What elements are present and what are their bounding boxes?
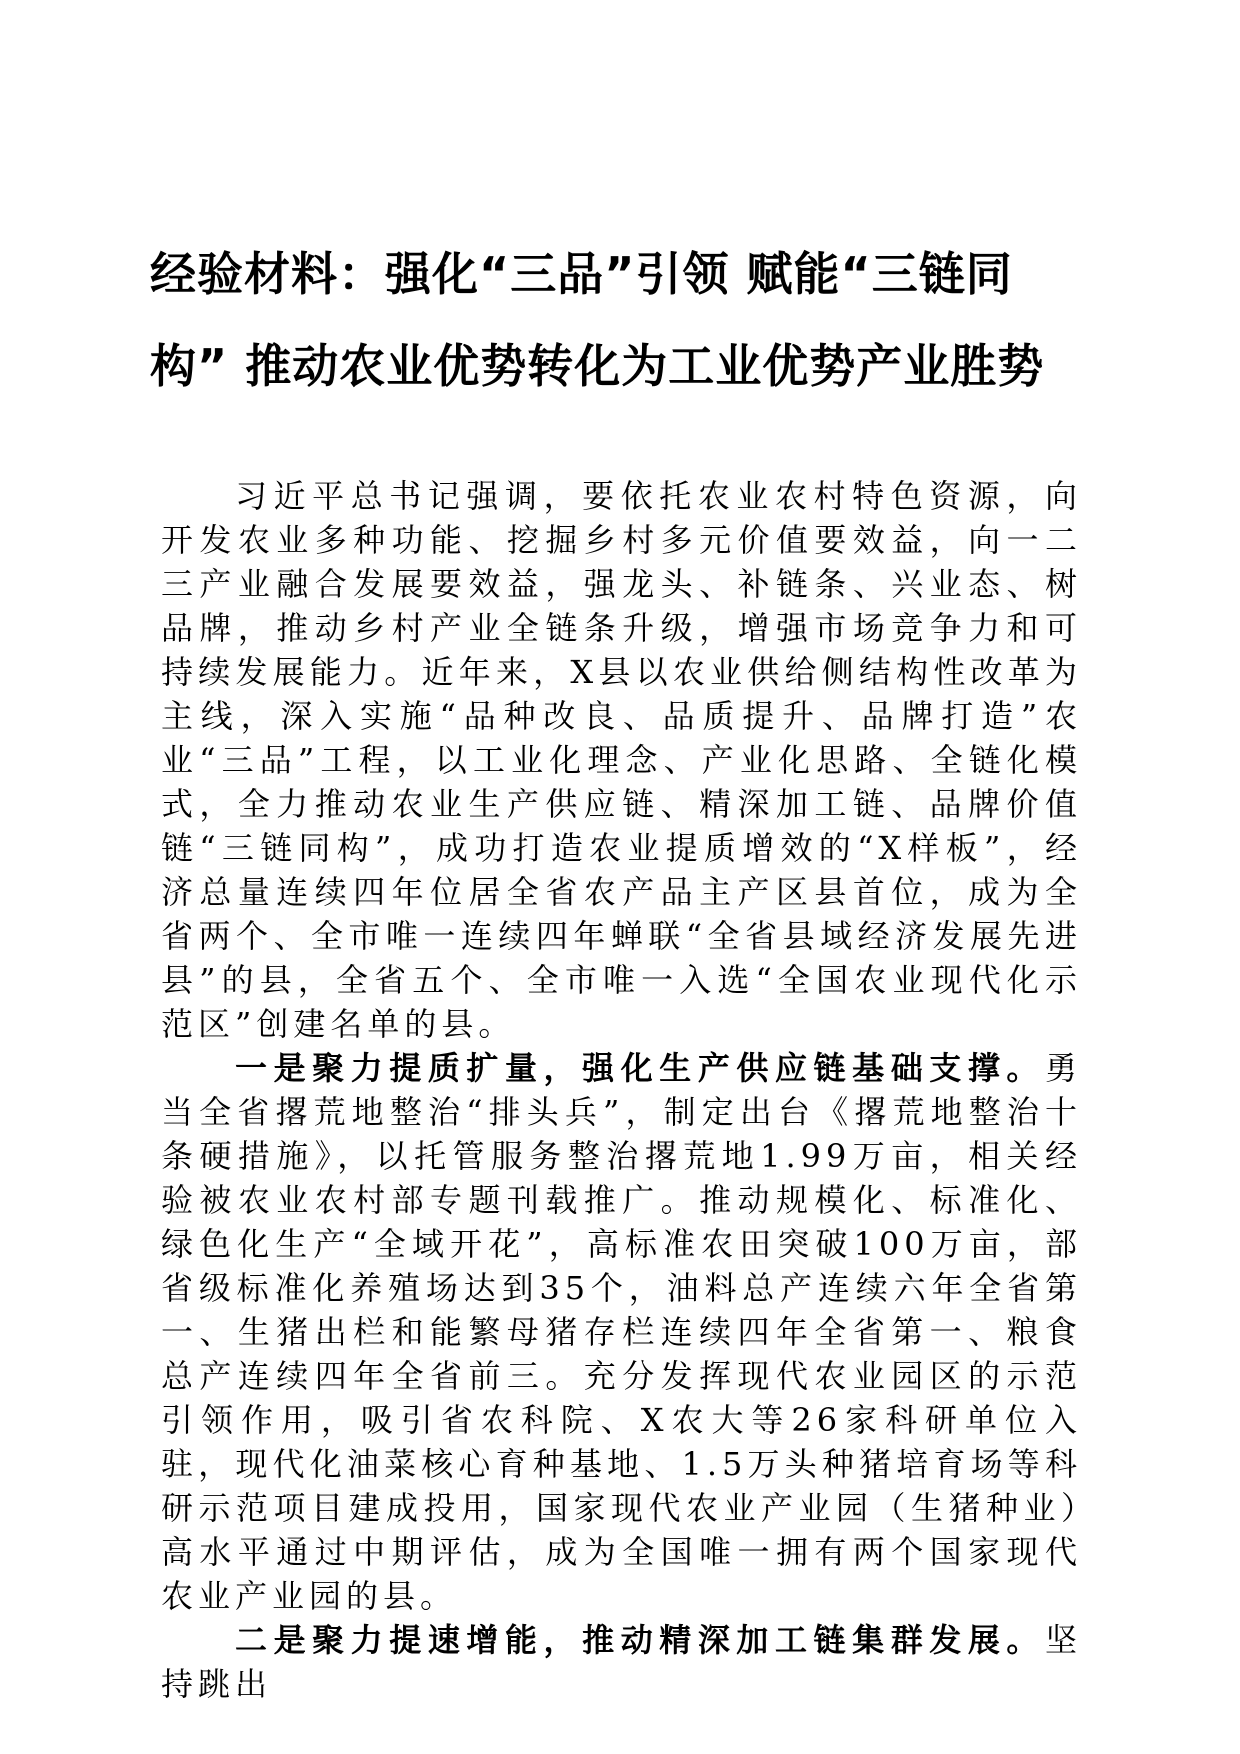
document-title — [150, 228, 1090, 412]
section-2-text: 坚持跳出 — [161, 1621, 1082, 1703]
section-1-heading: 一是聚力提质扩量，强化生产供应链基础支撑。 — [235, 1049, 1045, 1087]
section-2-paragraph — [161, 1618, 1082, 1706]
section-1-paragraph — [161, 1046, 1082, 1618]
title-line-1: 经验材料：强化“三品”引领 赋能“三链同 — [150, 247, 1013, 301]
document-body — [161, 474, 1082, 1706]
section-2-heading: 二是聚力提速增能，推动精深加工链集群发展。 — [235, 1621, 1045, 1659]
title-line-2: 构” 推动农业优势转化为工业优势产业胜势 — [150, 339, 1045, 393]
intro-paragraph: 习近平总书记强调，要依托农业农村特色资源，向开发农业多种功能、挖掘乡村多元价值要效益，向一二三产业融合发展要效益，强龙头、补链条、兴业态、树品牌，推动乡村产业全链条升级，增强市场竞争力和可持续发展能力。近年来，X县以农业供给侧结构性改革为主线，深入实施“品种改良、品质提升、品牌打造”农业“三品”工程，以工业化理念、产业化思路、全链化模式，全力推动农业生产供应链、精深加工链、品牌价值链“三链同构”，成功打造农业提质增效的“X样板”，经济总量连续四年位居全省农产品主产区县首位，成为全省两个、全市唯一连续四年蝉联“全省县域经济发展先进县”的县，全省五个、全市唯一入选“全国农业现代化示范区”创建名单的县。 — [161, 477, 1082, 1043]
section-1-text: 勇当全省撂荒地整治“排头兵”，制定出台《撂荒地整治十条硬措施》，以托管服务整治撂荒地1.99万亩，相关经验被农业农村部专题刊载推广。推动规模化、标准化、绿色化生产“全域开花”，高标准农田突破100万亩，部省级标准化养殖场达到35个，油料总产连续六年全省第一、生猪出栏和能繁母猪存栏连续四年全省第一、粮食总产连续四年全省前三。充分发挥现代农业园区的示范引领作用，吸引省农科院、X农大等26家科研单位入驻，现代化油菜核心育种基地、1.5万头种猪培育场等科研示范项目建成投用，国家现代农业产业园（生猪种业）高水平通过中期评估，成为全国唯一拥有两个国家现代农业产业园的县。 — [161, 1049, 1082, 1615]
